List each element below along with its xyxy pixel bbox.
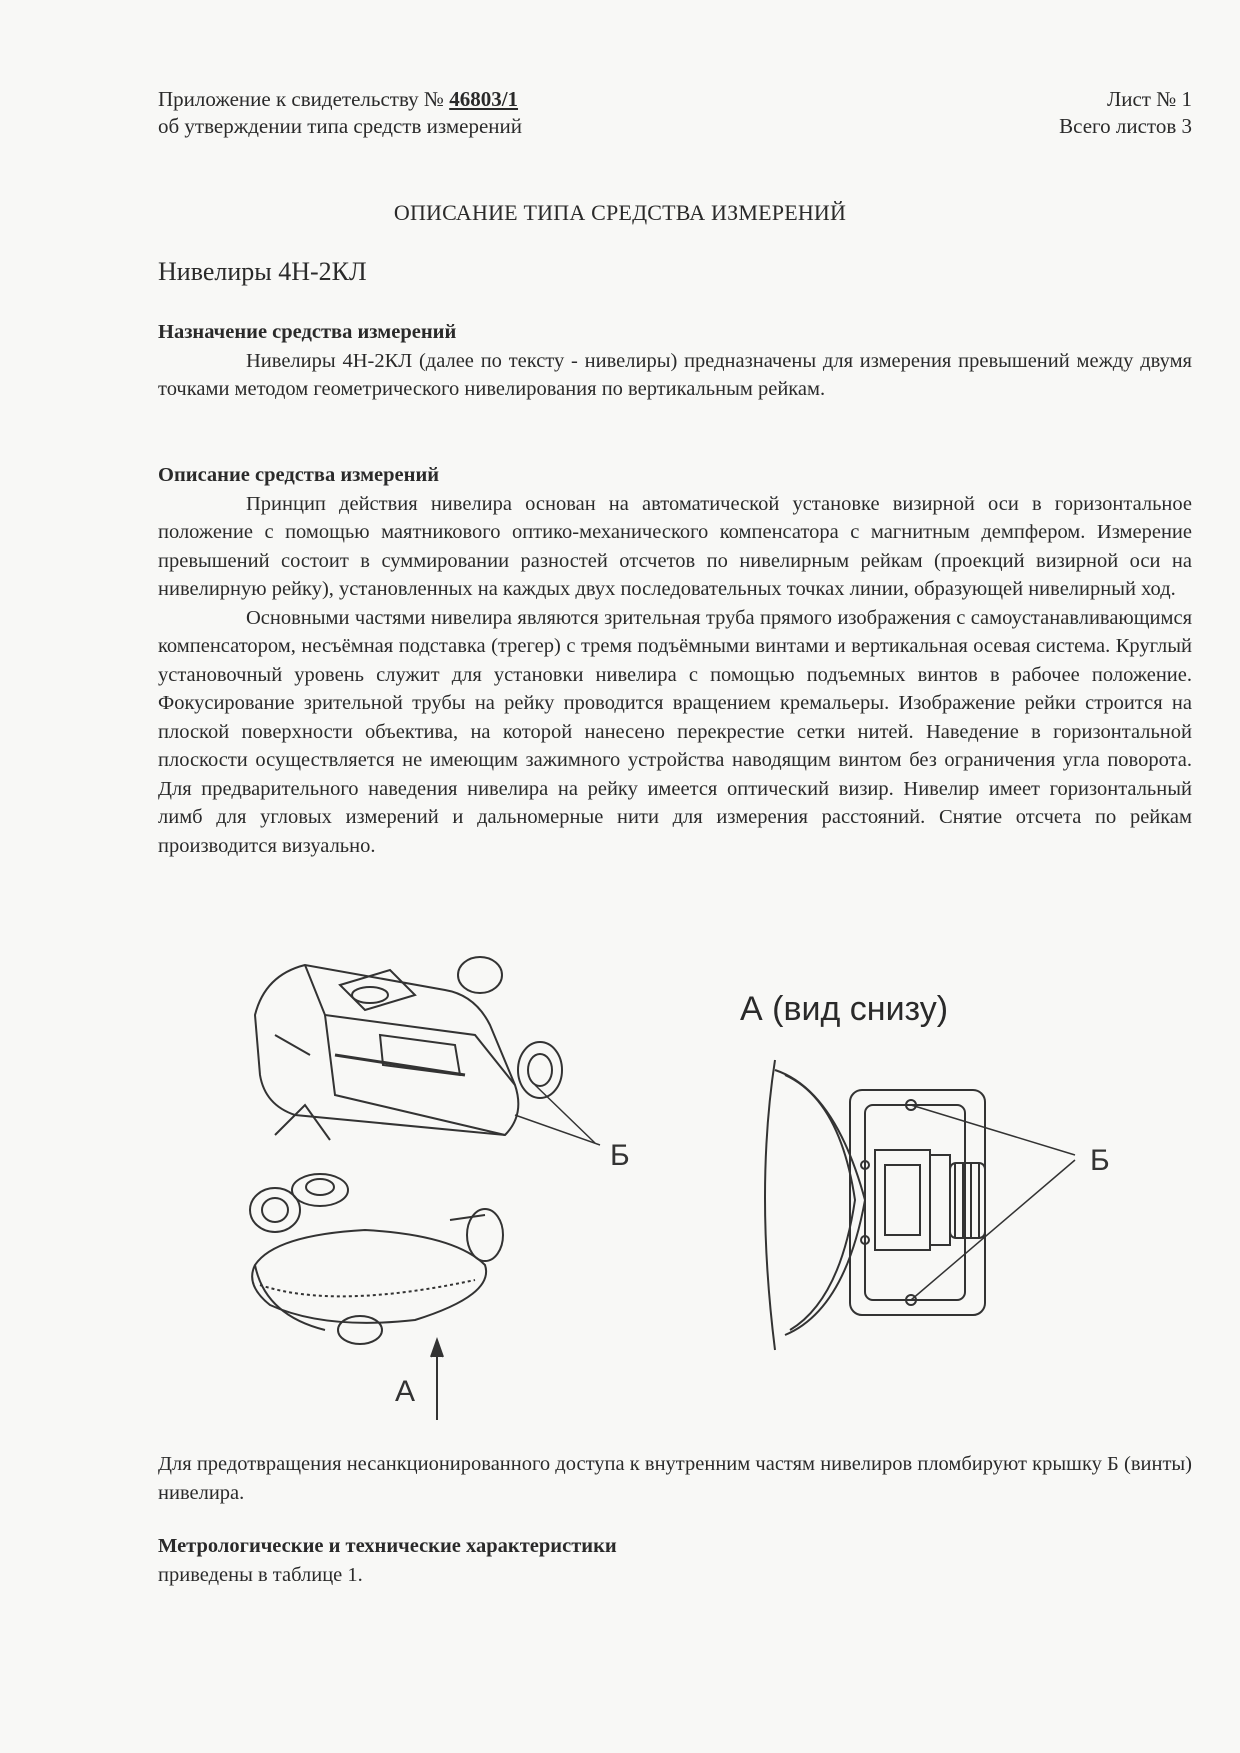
view-arrow-label: А [395,1375,416,1408]
description-heading: Описание средства измерений [158,464,440,486]
sheet-number: Лист № 1 [1106,87,1192,111]
purpose-heading: Назначение средства измерений [158,321,457,343]
bottom-view-label: А (вид снизу) [740,990,949,1028]
certificate-number: 46803/1 [449,87,519,111]
level-instrument-drawing [215,935,735,1425]
seal-label-left: Б [610,1139,630,1172]
specs-text: приведены в таблице 1. [158,1563,363,1586]
seal-note-block [158,1450,1192,1507]
document-title: ОПИСАНИЕ ТИПА СРЕДСТВА ИЗМЕРЕНИЙ [393,200,847,225]
product-name: Нивелиры 4Н-2КЛ [158,257,367,286]
description-para2: Основными частями нивелира являются зрительная труба прямого изображения с самоустанавливающимся компенсатором, несъёмная подставка (трегер) с тремя подъёмными винтами и вертикальная осевая система. Круглый установочный уровень служит для установки нивелира с помощью подъемных винтов в рабочее положение. Фокусирование зрительной трубы на рейку проводится вращением кремальеры. Изображение рейки строится на плоской поверхности объектива, на которой нанесено перекрестие сетки нитей. Наведение в горизонтальной плоскости осуществляется не имеющим зажимного устройства наводящим винтом без ограничения угла поворота. Для предварительного наведения нивелира на рейку имеется оптический визир. Нивелир имеет горизонтальный лимб для угловых измерений и дальномерные нити для измерения расстояний. Снятие отсчета по рейкам производится визуально. [158,606,1192,857]
total-sheets: Всего листов 3 [1059,114,1192,138]
section-specs [158,1532,1192,1589]
sheet-info [1059,86,1192,140]
section-description [158,461,1192,860]
specs-heading: Метрологические и технические характеристики [158,1535,617,1557]
purpose-text: Нивелиры 4Н-2КЛ (далее по тексту - нивелиры) предназначены для измерения превышений между двумя точками методом геометрического нивелирования по вертикальным рейкам. [158,349,1192,400]
seal-label-right: Б [1090,1144,1110,1177]
bottom-view-drawing [725,990,1185,1360]
appendix-prefix: Приложение к свидетельству № [158,87,450,111]
appendix-header [158,86,522,140]
appendix-line2: об утверждении типа средств измерений [158,114,523,138]
section-purpose [158,318,1192,404]
seal-note: Для предотвращения несанкционированного доступа к внутренним частям нивелиров пломбируют крышку Б (винты) нивелира. [158,1453,1192,1504]
description-para1: Принцип действия нивелира основан на автоматической установке визирной оси в горизонтальное положение с помощью маятникового оптико-механического компенсатора с магнитным демпфером. Измерение превышений состоит в суммировании разностей отсчетов по нивелирным рейкам (проекций визирной оси на нивелирную рейку), установленных на каждых двух последовательных точках линии, образующей нивелирный ход. [158,492,1192,600]
